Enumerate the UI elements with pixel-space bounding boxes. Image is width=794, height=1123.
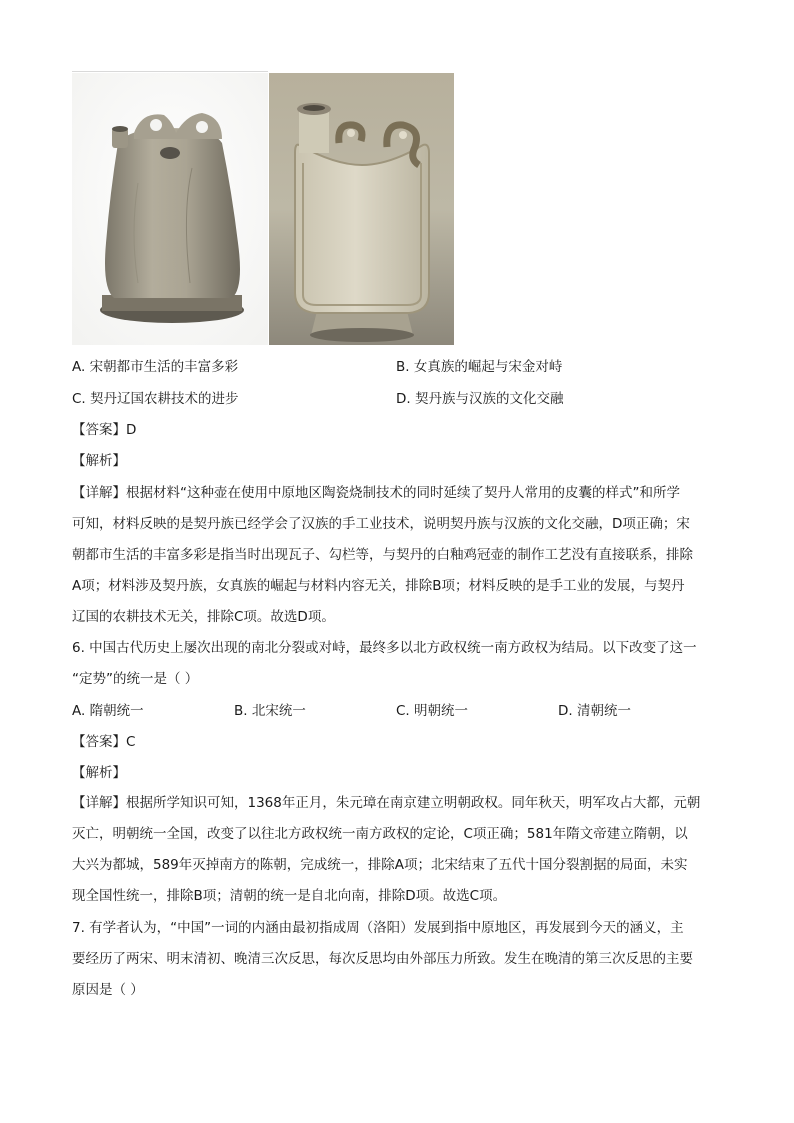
q5-option-c: C. 契丹辽国农耕技术的进步 <box>72 391 239 407</box>
q7-stem <box>72 913 722 1006</box>
q5-detail-line: 朝都市生活的丰富多彩是指当时出现瓦子、勾栏等，与契丹的白釉鸡冠壶的制作工艺没有直接联系，排除 <box>72 547 693 563</box>
q6-stem-line: 6. 中国古代历史上屡次出现的南北分裂或对峙，最终多以北方政权统一南方政权为结局。以下改变了这一 <box>72 640 697 656</box>
q5-option-a: A. 宋朝都市生活的丰富多彩 <box>72 359 239 375</box>
q6-detail-line: 现全国性统一，排除B项；清朝的统一是自北向南，排除D项。故选C项。 <box>72 888 507 904</box>
q6-option-b: B. 北宋统一 <box>234 703 306 719</box>
q6-detail-line: 【详解】根据所学知识可知，1368年正月，朱元璋在南京建立明朝政权。同年秋天，明军攻占大都，元朝 <box>72 795 701 811</box>
top-rule <box>72 71 268 72</box>
q5-detail-line: 辽国的农耕技术无关，排除C项。故选D项。 <box>72 609 335 625</box>
q6-answer: 【答案】C <box>72 734 136 750</box>
q6-option-c: C. 明朝统一 <box>396 703 469 719</box>
q6-stem-line: “定势”的统一是（ ） <box>72 671 199 687</box>
q7-stem-line: 要经历了两宋、明末清初、晚清三次反思，每次反思均由外部压力所致。发生在晚清的第三次反思的主要 <box>72 951 693 967</box>
q6-detail <box>72 788 722 912</box>
q5-detail <box>72 478 722 633</box>
q5-option-d: D. 契丹族与汉族的文化交融 <box>396 391 564 407</box>
q7-stem-line: 原因是（ ） <box>72 982 144 998</box>
q6-stem <box>72 633 722 695</box>
q7-stem-line: 7. 有学者认为，“中国”一词的内涵由最初指成周（洛阳）发展到指中原地区，再发展到今天的涵义，主 <box>72 920 684 936</box>
q5-option-b: B. 女真族的崛起与宋金对峙 <box>396 359 563 375</box>
q6-option-a: A. 隋朝统一 <box>72 703 144 719</box>
q6-analysis-heading: 【解析】 <box>72 765 126 781</box>
q6-option-d: D. 清朝统一 <box>558 703 631 719</box>
q5-analysis-heading: 【解析】 <box>72 453 126 469</box>
q5-detail-line: 可知，材料反映的是契丹族已经学会了汉族的手工业技术，说明契丹族与汉族的文化交融，D项正确；宋 <box>72 516 690 532</box>
q5-detail-line: 【详解】根据材料“这种壶在使用中原地区陶瓷烧制技术的同时延续了契丹人常用的皮囊的样式”和所学 <box>72 485 680 501</box>
q5-detail-line: A项；材料涉及契丹族，女真族的崛起与材料内容无关，排除B项；材料反映的是手工业的发展，与契丹 <box>72 578 685 594</box>
liao-cockscomb-flask-photo <box>72 73 268 345</box>
q6-detail-line: 灭亡，明朝统一全国，改变了以往北方政权统一南方政权的定论，C项正确；581年隋文帝建立隋朝，以 <box>72 826 688 842</box>
liao-leather-bag-flask-photo <box>269 73 454 345</box>
q5-answer: 【答案】D <box>72 422 137 438</box>
q6-detail-line: 大兴为都城，589年灭掉南方的陈朝，完成统一，排除A项；北宋结束了五代十国分裂割据的局面，未实 <box>72 857 688 873</box>
